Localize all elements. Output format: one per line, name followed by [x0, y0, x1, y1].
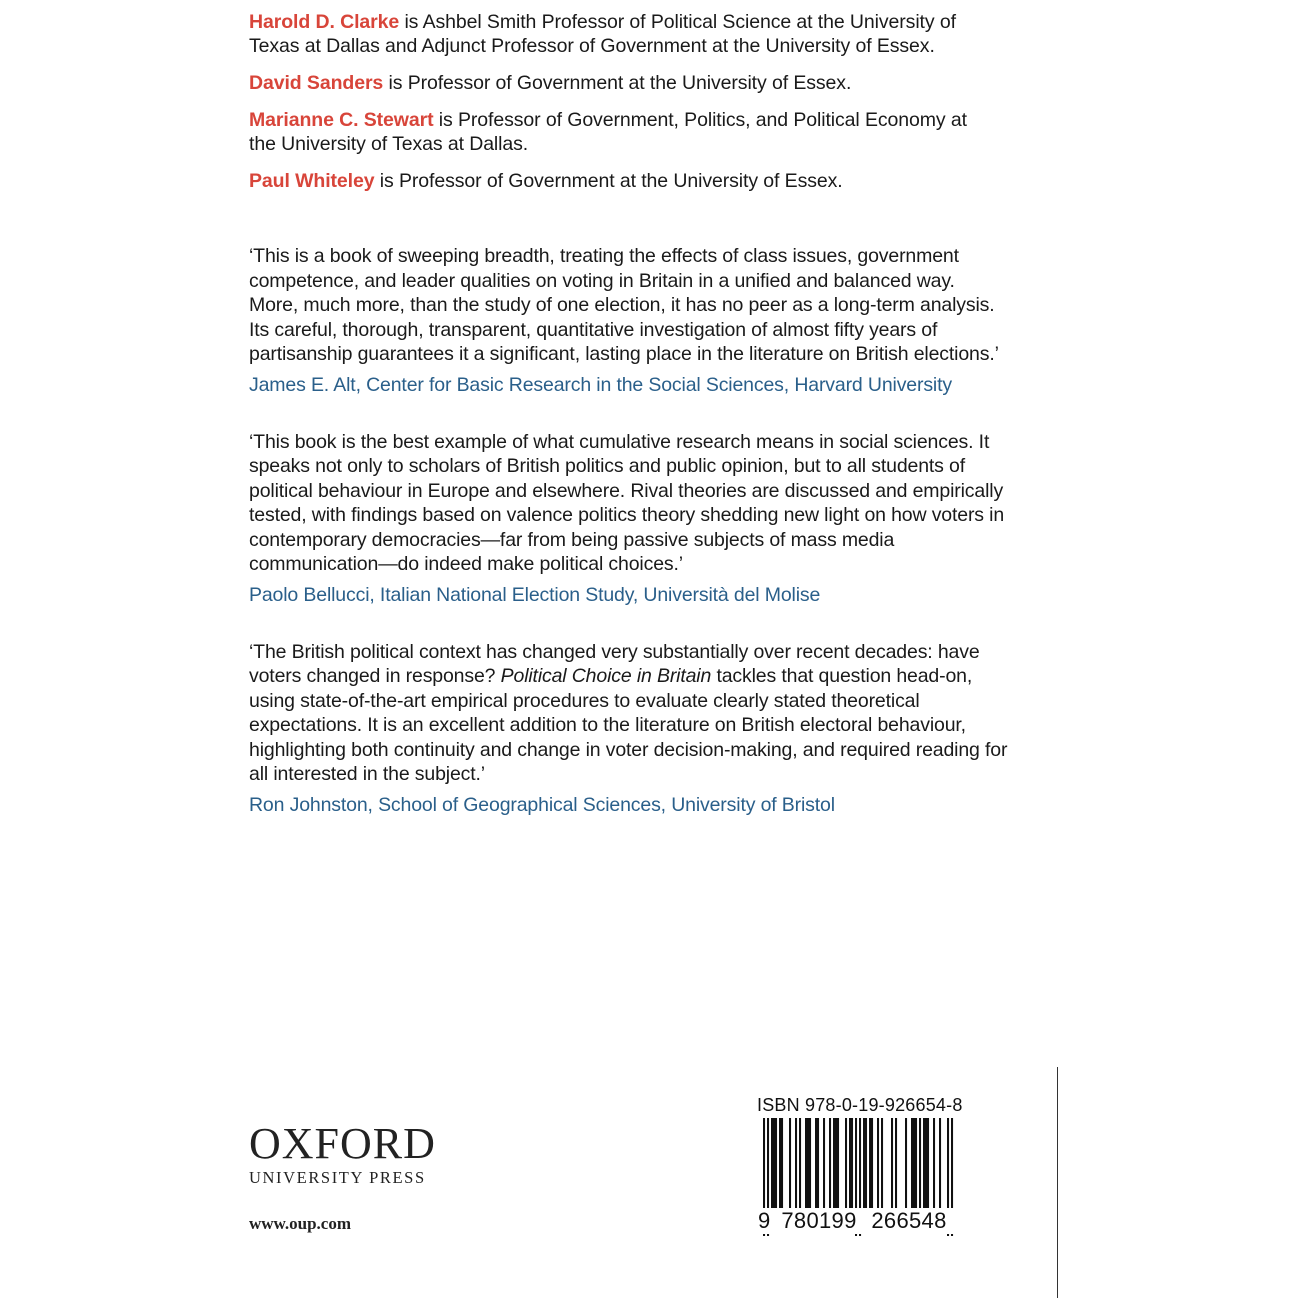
publisher-url: www.oup.com: [249, 1214, 352, 1233]
quote-attribution: Ron Johnston, School of Geographical Sciences, University of Bristol: [249, 793, 835, 816]
review-quotes: [249, 244, 1009, 850]
barcode-bar: [933, 1118, 935, 1208]
author-bio: [249, 10, 969, 58]
author-bio: [249, 71, 969, 95]
author-name: Marianne C. Stewart: [249, 109, 434, 131]
barcode-bar: [809, 1118, 811, 1208]
barcode-digit-group-left: 780199: [774, 1208, 864, 1234]
barcode-lead-digit: 9: [758, 1208, 771, 1233]
barcode-bar: [913, 1118, 915, 1208]
barcode-bar: [805, 1118, 807, 1208]
barcode-bar: [939, 1118, 941, 1208]
barcode-bar: [779, 1118, 781, 1208]
author-bio: [249, 169, 969, 193]
barcode-bar: [833, 1118, 835, 1208]
barcode-bar: [905, 1118, 907, 1208]
barcode-digits: [754, 1208, 964, 1238]
author-description: is Professor of Government, Politics, and Political Economy at the University of Texas at Dallas.: [249, 109, 967, 155]
publisher-subname: UNIVERSITY PRESS: [249, 1168, 426, 1187]
barcode-bar: [795, 1118, 797, 1208]
review-quote: [249, 244, 1009, 397]
barcode-digit-group-right: 266548: [864, 1208, 954, 1234]
barcode-bar: [781, 1118, 783, 1208]
barcode-bar: [835, 1118, 837, 1208]
barcode-bar: [915, 1118, 917, 1208]
barcode-bar: [865, 1118, 867, 1208]
quote-attribution: James E. Alt, Center for Basic Research in the Social Sciences, Harvard University: [249, 373, 952, 396]
book-title-italic: Political Choice in Britain: [500, 665, 712, 687]
author-bio: [249, 108, 969, 156]
author-description: is Professor of Government at the University of Essex.: [374, 170, 843, 192]
barcode-bar: [837, 1118, 839, 1208]
quote-text-end: tackles that question head-on, using state-of-the-art empirical procedures to evaluate clearly stated theoretical expectations. It is an excellent addition to the literature on British electoral behaviour, highlighting both continuity and change in voter decision-making, and required reading for all interested in the subject.’: [249, 665, 1008, 785]
barcode-bar: [911, 1118, 913, 1208]
barcode-bar: [775, 1118, 777, 1208]
review-quote: [249, 640, 1009, 817]
barcode-bar: [807, 1118, 809, 1208]
publisher-name: OXFORD: [249, 1119, 436, 1168]
barcode-bar: [845, 1118, 847, 1208]
publisher-logo: [249, 1119, 436, 1188]
barcode-bar: [773, 1118, 775, 1208]
author-name: David Sanders: [249, 72, 384, 94]
barcode-bar: [871, 1118, 873, 1208]
author-name: Paul Whiteley: [249, 170, 375, 192]
barcode-bar: [823, 1118, 825, 1208]
barcode-bar: [891, 1118, 893, 1208]
barcode-bar: [863, 1118, 865, 1208]
barcode-bar: [895, 1118, 897, 1208]
barcode-bar: [849, 1118, 851, 1208]
barcode-bar: [869, 1118, 871, 1208]
barcode-bar: [919, 1118, 921, 1208]
barcode-bar: [881, 1118, 883, 1208]
author-name: Harold D. Clarke: [249, 11, 400, 33]
barcode-bar: [851, 1118, 853, 1208]
barcode-bar: [799, 1118, 801, 1208]
barcode-bar: [927, 1118, 929, 1208]
barcode-bar: [817, 1118, 819, 1208]
quote-text-start: ‘The British political context has changed very substantially over recent decades: have voters changed in response?: [249, 640, 980, 687]
barcode-bar: [877, 1118, 879, 1208]
author-bios: [249, 10, 969, 206]
review-quote: [249, 430, 1009, 607]
quote-attribution: Paolo Bellucci, Italian National Election Study, Università del Molise: [249, 583, 821, 606]
quote-text: ‘This is a book of sweeping breadth, treating the effects of class issues, government competence, and leader qualities on voting in Britain in a unified and balanced way. More, much more, than the study of one election, it has no peer as a long-term analysis. Its careful, thorough, transparent, quantitative investigation of almost fifty years of partisanship guarantees it a significant, lasting place in the literature on British elections.’: [249, 245, 999, 365]
quote-text: [249, 640, 1009, 787]
barcode-bar: [923, 1118, 925, 1208]
barcode-bar: [771, 1118, 773, 1208]
quote-text: ‘This book is the best example of what cumulative research means in social sciences. It speaks not only to scholars of British politics and public opinion, but to all students of political behaviour in Europe and elsewhere. Rival theories are discussed and empirically tested, with findings based on valence politics theory shedding new light on how voters in contemporary democracies—far from being passive subjects of mass media communication—do indeed make political choices.’: [249, 430, 1005, 575]
barcode-bar: [789, 1118, 791, 1208]
isbn-label: ISBN 978-0-19-926654-8: [757, 1095, 963, 1115]
author-description: is Ashbel Smith Professor of Political Science at the University of Texas at Dallas and Adjunct Professor of Government at the University of Essex.: [249, 11, 956, 57]
barcode-bar: [815, 1118, 817, 1208]
author-description: is Professor of Government at the University of Essex.: [383, 72, 852, 94]
barcode-bar: [829, 1118, 831, 1208]
trim-line: [1057, 1067, 1058, 1298]
barcode-bar: [925, 1118, 927, 1208]
